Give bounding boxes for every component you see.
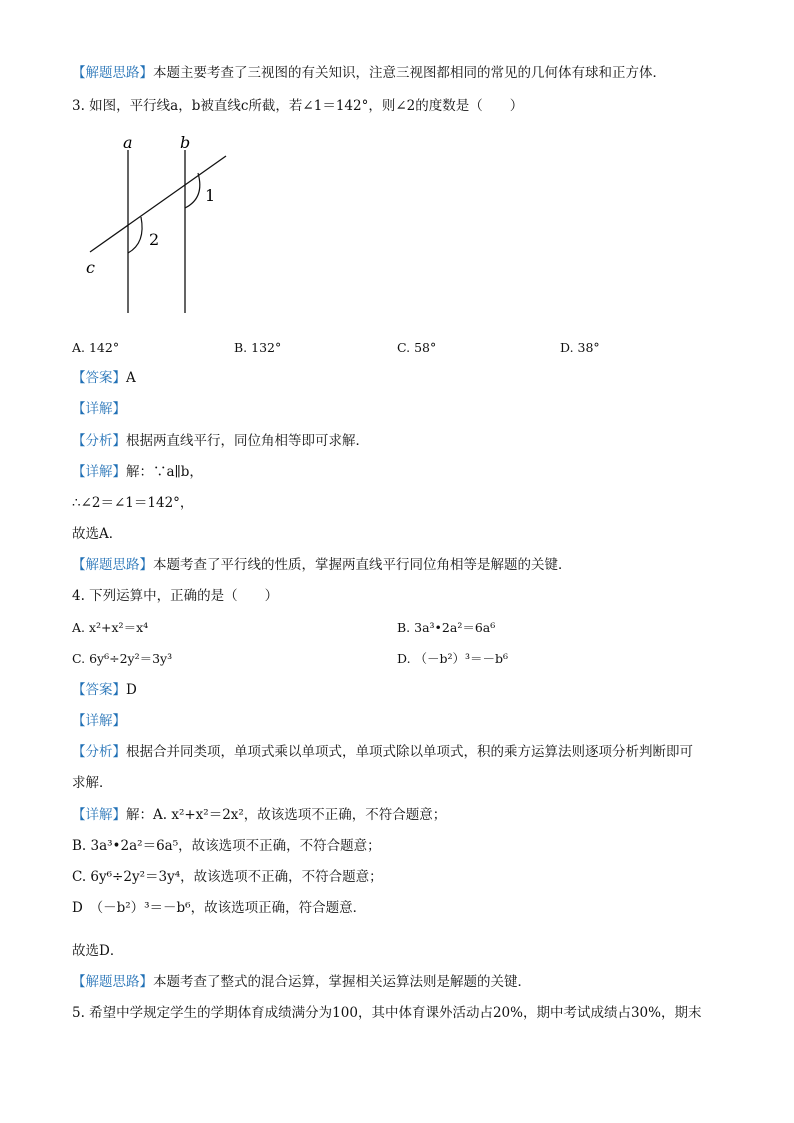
question-5: 5. 希望中学规定学生的学期体育成绩满分为100，其中体育课外活动占20%，期中考试成绩占30%，期末 xyxy=(72,1005,702,1021)
solution-tag: 【详解】 xyxy=(72,807,126,823)
thought-text: 本题考查了平行线的性质，掌握两直线平行同位角相等是解题的关键． xyxy=(153,557,572,573)
thought-tag: 【解题思路】 xyxy=(72,974,153,990)
analysis-text: 根据两直线平行，同位角相等即可求解． xyxy=(126,433,369,449)
angle-2-arc xyxy=(128,217,142,253)
q4-choose: 故选D． xyxy=(72,943,124,959)
q3-analysis xyxy=(72,432,369,450)
analysis-text: 根据合并同类项，单项式乘以单项式，单项式除以单项式，积的乘方运算法则逐项分析判断即可 xyxy=(126,744,693,760)
q4-option-b: B. 3a³•2a²＝6a⁶ xyxy=(397,620,496,635)
q4-option-c: C. 6y⁶÷2y²＝3y³ xyxy=(72,651,173,666)
thought-tag: 【解题思路】 xyxy=(72,65,153,81)
q4-option-c-check: C. 6y⁶÷2y²＝3y⁴，故该选项不正确，不符合题意； xyxy=(72,869,383,885)
label-1: 1 xyxy=(205,186,216,205)
q4-option-a: A. x²+x²＝x⁴ xyxy=(72,620,149,635)
label-b: b xyxy=(180,133,191,152)
answer-tag: 【答案】 xyxy=(72,682,126,698)
answer-tag: 【答案】 xyxy=(72,370,126,386)
q3-therefore: ∴∠2＝∠1＝142°， xyxy=(72,495,194,511)
prev-thought-line xyxy=(72,64,666,82)
q4-analysis-cont: 求解． xyxy=(72,775,113,791)
answer-text: A xyxy=(126,370,136,386)
label-2: 2 xyxy=(149,230,160,249)
q4-option-b-check: B. 3a³•2a²＝6a⁵，故该选项不正确，不符合题意； xyxy=(72,838,381,854)
q4-detail-tag: 【详解】 xyxy=(72,713,126,729)
q4-option-d-check: D （－b²）³＝－b⁶，故该选项正确，符合题意． xyxy=(72,900,367,916)
q3-choose: 故选A． xyxy=(72,526,123,542)
solution-tag: 【详解】 xyxy=(72,464,126,480)
thought-text: 本题主要考查了三视图的有关知识，注意三视图都相同的常见的几何体有球和正方体． xyxy=(153,65,666,81)
question-4: 4. 下列运算中，正确的是（ ） xyxy=(72,588,279,604)
solution-text: 解：A. x²+x²＝2x²，故该选项不正确，不符合题意； xyxy=(126,807,447,823)
parallel-lines-figure xyxy=(80,128,250,318)
answer-text: D xyxy=(126,682,137,698)
q3-solution xyxy=(72,463,203,481)
q4-thought xyxy=(72,973,531,991)
q3-option-d: D. 38° xyxy=(560,340,600,355)
q3-detail-tag: 【详解】 xyxy=(72,401,126,417)
q4-solution xyxy=(72,806,446,824)
q3-option-b: B. 132° xyxy=(234,340,282,355)
q4-option-d: D. （－b²）³＝－b⁶ xyxy=(397,651,509,666)
q3-thought xyxy=(72,556,572,574)
q3-option-c: C. 58° xyxy=(397,340,437,355)
angle-1-arc xyxy=(185,173,200,208)
thought-tag: 【解题思路】 xyxy=(72,557,153,573)
q4-answer xyxy=(72,681,137,699)
q3-answer xyxy=(72,369,136,387)
thought-text: 本题考查了整式的混合运算，掌握相关运算法则是解题的关键． xyxy=(153,974,531,990)
analysis-tag: 【分析】 xyxy=(72,744,126,760)
q4-analysis xyxy=(72,743,693,761)
solution-text: 解：∵a∥b， xyxy=(126,464,203,480)
question-3: 3. 如图，平行线a，b被直线c所截，若∠1＝142°，则∠2的度数是（ ） xyxy=(72,98,524,114)
q3-option-a: A. 142° xyxy=(72,340,120,355)
label-a: a xyxy=(123,133,133,152)
label-c: c xyxy=(86,258,95,277)
analysis-tag: 【分析】 xyxy=(72,433,126,449)
